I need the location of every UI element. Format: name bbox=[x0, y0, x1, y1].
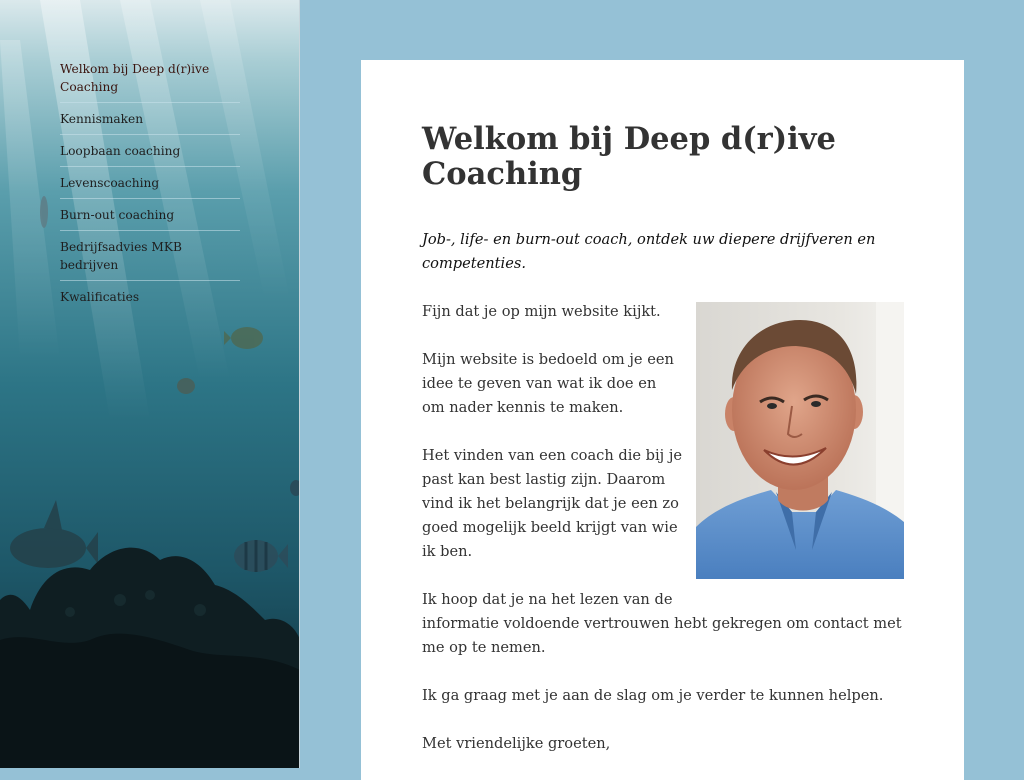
menu-item-bedrijfsadvies[interactable]: Bedrijfsadvies MKB bedrijven bbox=[60, 231, 240, 281]
article-body bbox=[422, 228, 904, 780]
page-title: Welkom bij Deep d(r)ive Coaching bbox=[422, 121, 836, 192]
sidebar-menu bbox=[60, 60, 240, 312]
menu-item-kwalificaties[interactable]: Kwalificaties bbox=[60, 290, 140, 304]
menu-item-kennismaken[interactable]: Kennismaken bbox=[60, 103, 240, 135]
paragraph-4: Ik hoop dat je na het lezen van de informatie voldoende vertrouwen hebt gekregen om contact met me op te nemen. bbox=[422, 591, 902, 656]
menu-item-levenscoaching[interactable]: Levenscoaching bbox=[60, 167, 240, 199]
paragraph-1: Fijn dat je op mijn website kijkt. bbox=[422, 303, 661, 320]
menu-item-welkom[interactable]: Welkom bij Deep d(r)ive Coaching bbox=[60, 60, 240, 103]
coach-portrait-image bbox=[696, 302, 904, 579]
paragraph-5: Ik ga graag met je aan de slag om je verder te kunnen helpen. bbox=[422, 687, 884, 704]
paragraph-6: Met vriendelijke groeten, bbox=[422, 735, 611, 752]
tagline: Job-, life- en burn-out coach, ontdek uw diepere drijfveren en competenties. bbox=[422, 231, 876, 272]
sidebar bbox=[0, 0, 300, 768]
paragraph-2: Mijn website is bedoeld om je een idee te geven van wat ik doe en om nader kennis te maken. bbox=[422, 351, 674, 416]
article-card bbox=[361, 60, 964, 780]
paragraph-3: Het vinden van een coach die bij je past kan best lastig zijn. Daarom vind ik het belangrijk dat je een zo goed mogelijk beeld krijgt van wie ik ben. bbox=[422, 447, 682, 560]
menu-item-loopbaan-coaching[interactable]: Loopbaan coaching bbox=[60, 135, 240, 167]
menu-item-burn-out-coaching[interactable]: Burn-out coaching bbox=[60, 199, 240, 231]
